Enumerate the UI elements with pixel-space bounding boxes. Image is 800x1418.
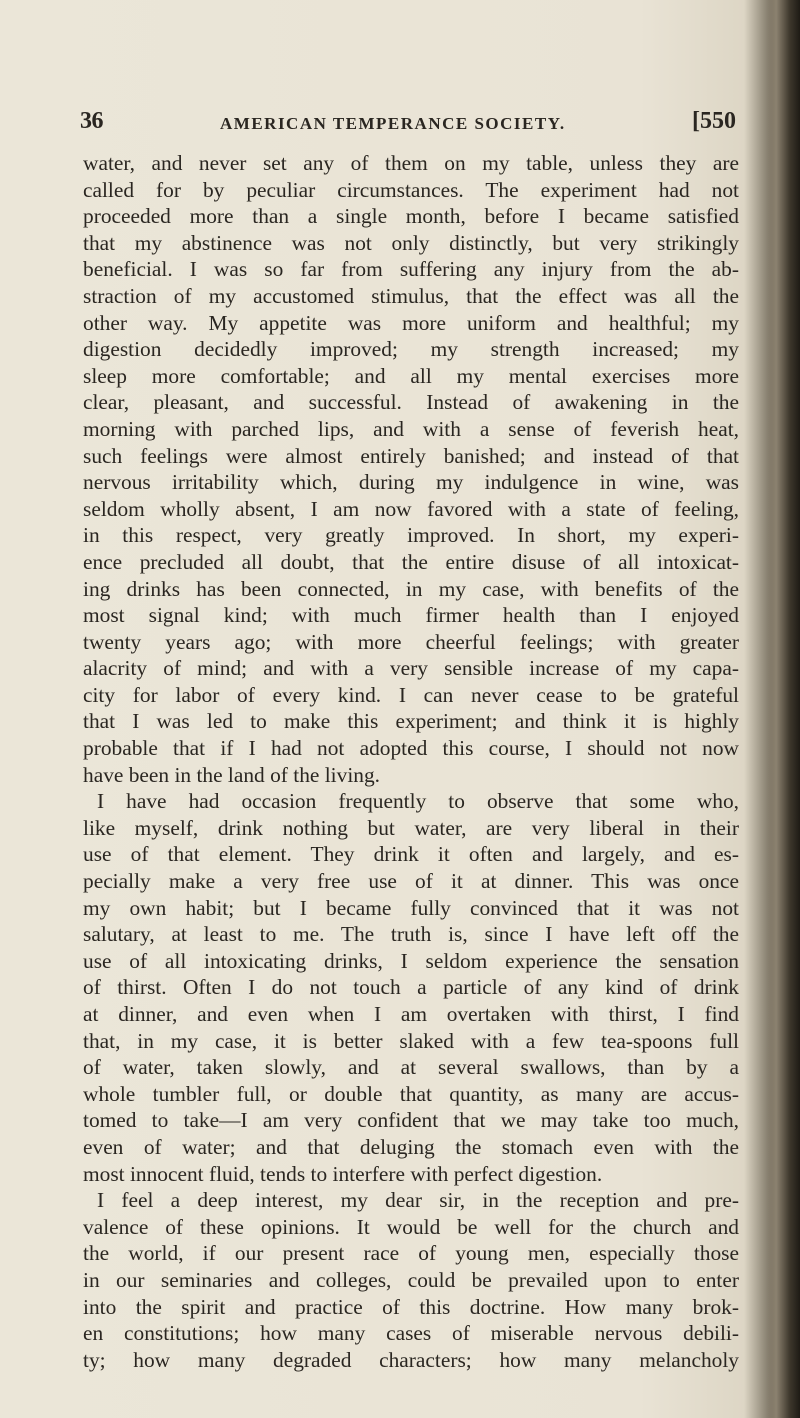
text-line: seldom wholly absent, I am now favored with a state of feeling,: [83, 496, 739, 521]
paragraph-start-line: I feel a deep interest, my dear sir, in the reception and pre-: [97, 1188, 739, 1213]
text-line: in this respect, very greatly improved. In short, my experi-: [83, 523, 739, 548]
text-line: valence of these opinions. It would be well for the church and: [83, 1214, 739, 1239]
text-line: that my abstinence was not only distinctly, but very strikingly: [83, 230, 739, 255]
text-line: of thirst. Often I do not touch a particle of any kind of drink: [83, 975, 739, 1000]
text-line: into the spirit and practice of this doctrine. How many brok-: [83, 1294, 739, 1319]
text-line: ty; how many degraded characters; how many melancholy: [83, 1347, 739, 1372]
text-line: beneficial. I was so far from suffering any injury from the ab-: [83, 257, 739, 282]
text-line: morning with parched lips, and with a sense of feverish heat,: [83, 416, 739, 441]
text-line: that I was led to make this experiment; and think it is highly: [83, 709, 739, 734]
text-line: city for labor of every kind. I can never cease to be grateful: [83, 682, 739, 707]
text-line: at dinner, and even when I am overtaken with thirst, I find: [83, 1002, 739, 1026]
paragraph-end-line: have been in the land of the living.: [83, 762, 381, 787]
text-line: most signal kind; with much firmer health than I enjoyed: [83, 603, 739, 628]
text-line: even of water; and that deluging the stomach even with the: [83, 1134, 739, 1159]
text-line: clear, pleasant, and successful. Instead of awakening in the: [83, 390, 739, 415]
text-line: other way. My appetite was more uniform and healthful; my: [83, 310, 739, 335]
text-line: probable that if I had not adopted this course, I should not now: [83, 736, 739, 761]
page-header: [80, 108, 740, 144]
text-line: that, in my case, it is better slaked with a few tea-spoons full: [83, 1028, 739, 1053]
text-line: such feelings were almost entirely banished; and instead of that: [83, 443, 739, 468]
paragraph-start-line: I have had occasion frequently to observe that some who,: [97, 789, 739, 814]
paragraph-end-line: most innocent fluid, tends to interfere with perfect digestion.: [83, 1161, 603, 1186]
text-line: alacrity of mind; and with a very sensible increase of my capa-: [83, 656, 739, 681]
text-line: the world, if our present race of young men, especially those: [83, 1241, 739, 1266]
text-line: proceeded more than a single month, before I became satisfied: [83, 204, 739, 229]
section-number: [550: [692, 108, 736, 134]
text-line: use of all intoxicating drinks, I seldom experience the sensation: [83, 948, 739, 973]
text-line: use of that element. They drink it often and largely, and es-: [83, 842, 739, 867]
text-line: salutary, at least to me. The truth is, since I have left off the: [83, 922, 739, 947]
text-line: digestion decidedly improved; my strength increased; my: [83, 337, 739, 362]
text-line: ence precluded all doubt, that the entire disuse of all intoxicat-: [83, 549, 739, 574]
text-line: my own habit; but I became fully convinced that it was not: [83, 895, 739, 920]
page-number: 36: [80, 108, 103, 134]
text-line: water, and never set any of them on my table, unless they are: [83, 151, 739, 175]
text-line: nervous irritability which, during my indulgence in wine, was: [83, 470, 739, 495]
text-line: ing drinks has been connected, in my case, with benefits of the: [83, 576, 739, 601]
text-line: straction of my accustomed stimulus, that the effect was all the: [83, 283, 739, 308]
text-line: of water, taken slowly, and at several swallows, than by a: [83, 1055, 739, 1080]
text-line: whole tumbler full, or double that quantity, as many are accus-: [83, 1081, 739, 1106]
text-line: called for by peculiar circumstances. The experiment had not: [83, 177, 739, 202]
text-line: twenty years ago; with more cheerful feelings; with greater: [83, 629, 739, 654]
text-line: like myself, drink nothing but water, are very liberal in their: [83, 815, 739, 840]
body-text: [83, 150, 739, 1373]
text-line: in our seminaries and colleges, could be prevailed upon to enter: [83, 1267, 739, 1292]
text-line: sleep more comfortable; and all my mental exercises more: [83, 363, 739, 388]
page-binding-edge: [766, 0, 800, 1418]
running-head: AMERICAN TEMPERANCE SOCIETY.: [220, 114, 566, 133]
text-line: en constitutions; how many cases of miserable nervous debili-: [83, 1321, 739, 1346]
text-line: tomed to take—I am very confident that we may take too much,: [83, 1108, 739, 1133]
text-line: pecially make a very free use of it at dinner. This was once: [83, 869, 739, 894]
